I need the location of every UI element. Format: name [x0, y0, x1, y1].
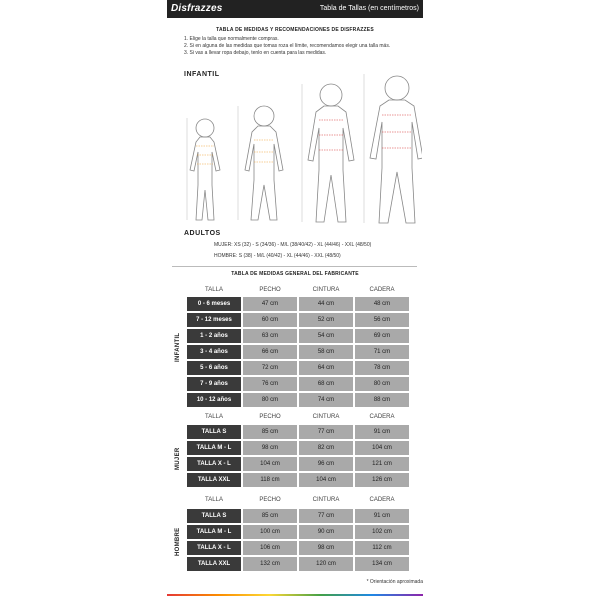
cadera-cell: 48 cm: [355, 297, 409, 311]
figure-child-large: [308, 84, 354, 222]
pecho-cell: 76 cm: [243, 377, 297, 391]
size-cell: TALLA M - L: [187, 441, 241, 455]
size-cell: 3 - 4 años: [187, 345, 241, 359]
cintura-cell: 77 cm: [299, 509, 353, 523]
approximation-footnote: * Orientación aproximada: [366, 579, 423, 585]
size-cell: 10 - 12 años: [187, 393, 241, 407]
size-cell: TALLA XXL: [187, 473, 241, 487]
cintura-cell: 82 cm: [299, 441, 353, 455]
size-cell: TALLA S: [187, 425, 241, 439]
cadera-cell: 112 cm: [355, 541, 409, 555]
cintura-cell: 90 cm: [299, 525, 353, 539]
header-talla: TALLA: [205, 287, 223, 293]
pecho-cell: 66 cm: [243, 345, 297, 359]
pecho-cell: 104 cm: [243, 457, 297, 471]
figure-child-xlarge: [370, 76, 422, 223]
section-divider: [172, 266, 417, 267]
brand-logo[interactable]: Disfrazzes: [171, 3, 223, 14]
cadera-cell: 126 cm: [355, 473, 409, 487]
cintura-cell: 54 cm: [299, 329, 353, 343]
hombre-size-equivalence: HOMBRE: S (38) - M/L (40/42) - XL (44/46) - XXL (48/50): [214, 253, 341, 259]
header-cintura: CINTURA: [312, 287, 340, 293]
recommendations-list: [184, 36, 390, 57]
pecho-cell: 63 cm: [243, 329, 297, 343]
cadera-cell: 80 cm: [355, 377, 409, 391]
cintura-cell: 74 cm: [299, 393, 353, 407]
cadera-cell: 71 cm: [355, 345, 409, 359]
cintura-cell: 68 cm: [299, 377, 353, 391]
rainbow-footer-bar: [167, 594, 423, 596]
pecho-cell: 85 cm: [243, 425, 297, 439]
size-cell: TALLA M - L: [187, 525, 241, 539]
recommendation-item: 2. Si en alguna de las medidas que tomas roza el límite, recomendamos elegir una talla más.: [184, 43, 391, 49]
cintura-cell: 52 cm: [299, 313, 353, 327]
cintura-cell: 98 cm: [299, 541, 353, 555]
pecho-cell: 85 cm: [243, 509, 297, 523]
recommendations-title: TABLA DE MEDIDAS Y RECOMENDACIONES DE DISFRAZZES: [216, 27, 374, 33]
figure-child-small: [190, 119, 220, 220]
cadera-cell: 88 cm: [355, 393, 409, 407]
pecho-cell: 98 cm: [243, 441, 297, 455]
pecho-cell: 132 cm: [243, 557, 297, 571]
cintura-cell: 58 cm: [299, 345, 353, 359]
infantil-side-label: INFANTIL: [175, 332, 181, 362]
pecho-cell: 80 cm: [243, 393, 297, 407]
cintura-cell: 96 cm: [299, 457, 353, 471]
body-measurement-illustration: [182, 60, 422, 225]
size-cell: TALLA XXL: [187, 557, 241, 571]
header-pecho: PECHO: [259, 414, 281, 420]
pecho-cell: 118 cm: [243, 473, 297, 487]
size-chart-page: [167, 0, 423, 600]
recommendation-item: 1. Elige la talla que normalmente compras.: [184, 36, 279, 42]
pecho-cell: 100 cm: [243, 525, 297, 539]
size-cell: TALLA S: [187, 509, 241, 523]
header-cadera: CADERA: [369, 414, 395, 420]
size-cell: 0 - 6 meses: [187, 297, 241, 311]
pecho-cell: 60 cm: [243, 313, 297, 327]
hombre-side-label: HOMBRE: [175, 527, 181, 556]
cadera-cell: 69 cm: [355, 329, 409, 343]
cintura-cell: 44 cm: [299, 297, 353, 311]
cintura-cell: 104 cm: [299, 473, 353, 487]
cadera-cell: 56 cm: [355, 313, 409, 327]
cintura-cell: 77 cm: [299, 425, 353, 439]
size-cell: 7 - 9 años: [187, 377, 241, 391]
cadera-cell: 121 cm: [355, 457, 409, 471]
cadera-cell: 78 cm: [355, 361, 409, 375]
size-cell: 1 - 2 años: [187, 329, 241, 343]
header-title: Tabla de Tallas (en centímetros): [319, 5, 419, 12]
cintura-cell: 64 cm: [299, 361, 353, 375]
manufacturer-table-title: TABLA DE MEDIDAS GENERAL DEL FABRICANTE: [231, 271, 359, 277]
header-bar: [167, 0, 423, 18]
cadera-cell: 104 cm: [355, 441, 409, 455]
cintura-cell: 120 cm: [299, 557, 353, 571]
header-cadera: CADERA: [369, 287, 395, 293]
pecho-cell: 47 cm: [243, 297, 297, 311]
mujer-side-label: MUJER: [175, 447, 181, 470]
figure-child-medium: [245, 106, 283, 220]
cadera-cell: 91 cm: [355, 509, 409, 523]
infantil-section-label: INFANTIL: [184, 71, 220, 78]
size-cell: TALLA X - L: [187, 541, 241, 555]
header-talla: TALLA: [205, 497, 223, 503]
header-pecho: PECHO: [259, 497, 281, 503]
header-pecho: PECHO: [259, 287, 281, 293]
header-cadera: CADERA: [369, 497, 395, 503]
size-cell: 5 - 6 años: [187, 361, 241, 375]
header-talla: TALLA: [205, 414, 223, 420]
cadera-cell: 102 cm: [355, 525, 409, 539]
cadera-cell: 134 cm: [355, 557, 409, 571]
header-cintura: CINTURA: [312, 497, 340, 503]
size-cell: 7 - 12 meses: [187, 313, 241, 327]
pecho-cell: 72 cm: [243, 361, 297, 375]
recommendation-item: 3. Si vas a llevar ropa debajo, tenlo en cuenta para las medidas.: [184, 50, 327, 56]
pecho-cell: 106 cm: [243, 541, 297, 555]
size-cell: TALLA X - L: [187, 457, 241, 471]
adultos-section-label: ADULTOS: [184, 230, 221, 237]
cadera-cell: 91 cm: [355, 425, 409, 439]
mujer-size-equivalence: MUJER: XS (32) - S (34/36) - M/L (38/40/42) - XL (44/46) - XXL (48/50): [214, 242, 372, 248]
header-cintura: CINTURA: [312, 414, 340, 420]
